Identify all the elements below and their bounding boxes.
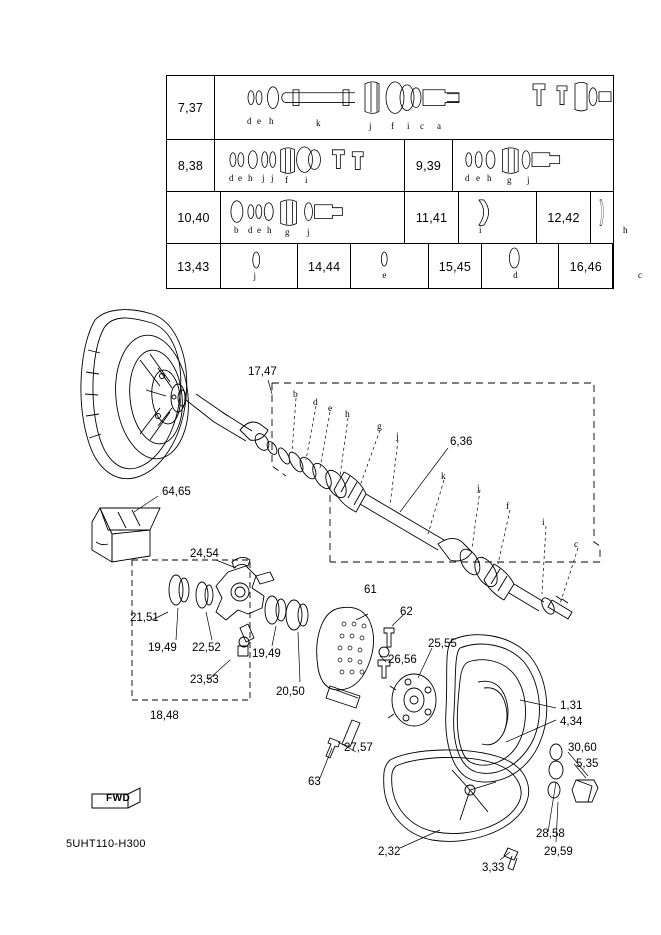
- shaft-letter: k: [441, 472, 446, 482]
- letter-callout: h: [248, 173, 253, 183]
- part-ref-cell: 13,43: [167, 244, 221, 289]
- callout-28-58: 28,58: [536, 828, 565, 840]
- callout-23-53: 23,53: [190, 674, 219, 686]
- drive-shaft-assembly-art: [215, 76, 613, 139]
- letter-callout: h: [267, 225, 272, 235]
- letter-callout: f: [285, 175, 288, 185]
- part-illustration: [459, 192, 537, 243]
- callout-22-52: 22,52: [192, 642, 221, 654]
- part-illustration: [351, 244, 428, 289]
- callout-3-33: 3,33: [482, 862, 505, 874]
- fasteners-group: [326, 628, 394, 758]
- letter-callout: e: [257, 116, 261, 126]
- part-illustration: [221, 244, 298, 289]
- shaft-letter: j: [477, 484, 480, 494]
- wheel-hub-25-55: [388, 674, 436, 726]
- callout-63: 63: [308, 776, 321, 788]
- letter-callout: d: [247, 116, 252, 126]
- callout-24-54: 24,54: [190, 548, 219, 560]
- letter-callout: d: [465, 173, 470, 183]
- shaft-letter: d: [313, 398, 318, 408]
- letter-callout: g: [507, 175, 512, 185]
- part-illustration: [453, 140, 613, 191]
- small-ring-art: [221, 244, 297, 289]
- oval-ring-art: [482, 244, 558, 289]
- part-ref-cell: 9,39: [405, 140, 453, 191]
- fwd-label: FWD: [106, 793, 131, 804]
- letter-callout: f: [391, 121, 394, 131]
- letter-callout: k: [316, 118, 321, 128]
- callout-20-50: 20,50: [276, 686, 305, 698]
- joint-kit-art: [215, 140, 404, 191]
- part-ref-cell: 12,42: [537, 192, 591, 243]
- callout-29-59: 29,59: [544, 846, 573, 858]
- callout-1-31: 1,31: [560, 700, 583, 712]
- callout-64-65: 64,65: [162, 486, 191, 498]
- letter-callout: j: [527, 175, 530, 185]
- shaft-letter: j: [396, 432, 399, 442]
- front-wheel-left: [81, 310, 194, 479]
- letter-callout: j: [262, 173, 265, 183]
- shaft-letter: h: [345, 410, 350, 420]
- callout-18-48: 18,48: [150, 710, 179, 722]
- letter-callout: h: [623, 225, 628, 235]
- part-illustration: [591, 192, 628, 243]
- part-illustration: [482, 244, 559, 289]
- letter-callout: a: [437, 121, 441, 131]
- drawing-code: 5UHT110-H300: [66, 838, 146, 850]
- part-ref-cell: 7,37: [167, 76, 215, 139]
- letter-callout: j: [307, 227, 310, 237]
- callout-19-49-a: 19,49: [148, 642, 177, 654]
- small-ring-art-2: [351, 244, 427, 289]
- part-ref-cell: 14,44: [298, 244, 352, 289]
- letter-callout: g: [285, 227, 290, 237]
- letter-callout: h: [487, 173, 492, 183]
- callout-6-36: 6,36: [450, 436, 473, 448]
- part-illustration: [215, 140, 405, 191]
- letter-callout: c: [420, 121, 424, 131]
- letter-callout: b: [234, 225, 239, 235]
- part-illustration: [215, 76, 613, 139]
- joint-kit-art-2: [453, 140, 613, 191]
- shaft-letter: c: [574, 540, 579, 550]
- letter-callout: d: [248, 225, 253, 235]
- part-ref-cell: 15,45: [429, 244, 483, 289]
- joint-kit-art-3: [221, 192, 404, 243]
- fwd-direction-marker: [88, 784, 150, 818]
- table-row: [167, 244, 642, 289]
- letter-callout: e: [238, 173, 242, 183]
- brake-disc-61: [317, 607, 374, 708]
- callout-26-56: 26,56: [388, 654, 417, 666]
- table-row: [167, 140, 613, 192]
- callout-19-49-b: 19,49: [252, 648, 281, 660]
- part-ref-cell: 10,40: [167, 192, 221, 243]
- letter-callout: c: [638, 270, 642, 280]
- shaft-letter: g: [377, 422, 382, 432]
- shaft-letter: i: [542, 518, 545, 528]
- part-ref-cell: 8,38: [167, 140, 215, 191]
- letter-callout: j: [271, 173, 274, 183]
- part-ref-cell: 11,41: [405, 192, 459, 243]
- callout-2-32: 2,32: [378, 846, 401, 858]
- callout-30-60: 30,60: [568, 742, 597, 754]
- table-row: [167, 192, 628, 244]
- letter-callout: i: [407, 121, 410, 131]
- circlip-art: [459, 192, 536, 243]
- letter-callout: i: [305, 175, 308, 185]
- callout-5-35: 5,35: [576, 758, 599, 770]
- letter-callout: h: [269, 116, 274, 126]
- callout-17-47: 17,47: [248, 366, 277, 378]
- callout-62: 62: [400, 606, 413, 618]
- shaft-letter: b: [293, 390, 298, 400]
- parts-table: [166, 75, 642, 289]
- callout-4-34: 4,34: [560, 716, 583, 728]
- callout-21-51: 21,51: [130, 612, 159, 624]
- callout-27-57: 27,57: [344, 742, 373, 754]
- letter-callout: d: [513, 270, 518, 280]
- part-illustration: [221, 192, 405, 243]
- shaft-letter: f: [506, 502, 510, 512]
- table-row: [167, 76, 613, 140]
- callout-61: 61: [364, 584, 377, 596]
- letter-callout: e: [382, 270, 387, 280]
- letter-callout: d: [229, 173, 234, 183]
- bracket-64-65: [92, 508, 160, 562]
- letter-callout: e: [257, 225, 261, 235]
- part-ref-cell: 16,46: [559, 244, 613, 289]
- letter-callout: j: [369, 121, 372, 131]
- front-wheel-right: [384, 635, 598, 870]
- knuckle-assembly: [132, 557, 308, 700]
- letter-callout: e: [476, 173, 480, 183]
- shaft-letter: e: [328, 404, 333, 414]
- letter-callout: i: [479, 225, 482, 235]
- letter-callout: j: [253, 271, 257, 281]
- callout-25-55: 25,55: [428, 638, 457, 650]
- boot-band-art: [591, 192, 613, 243]
